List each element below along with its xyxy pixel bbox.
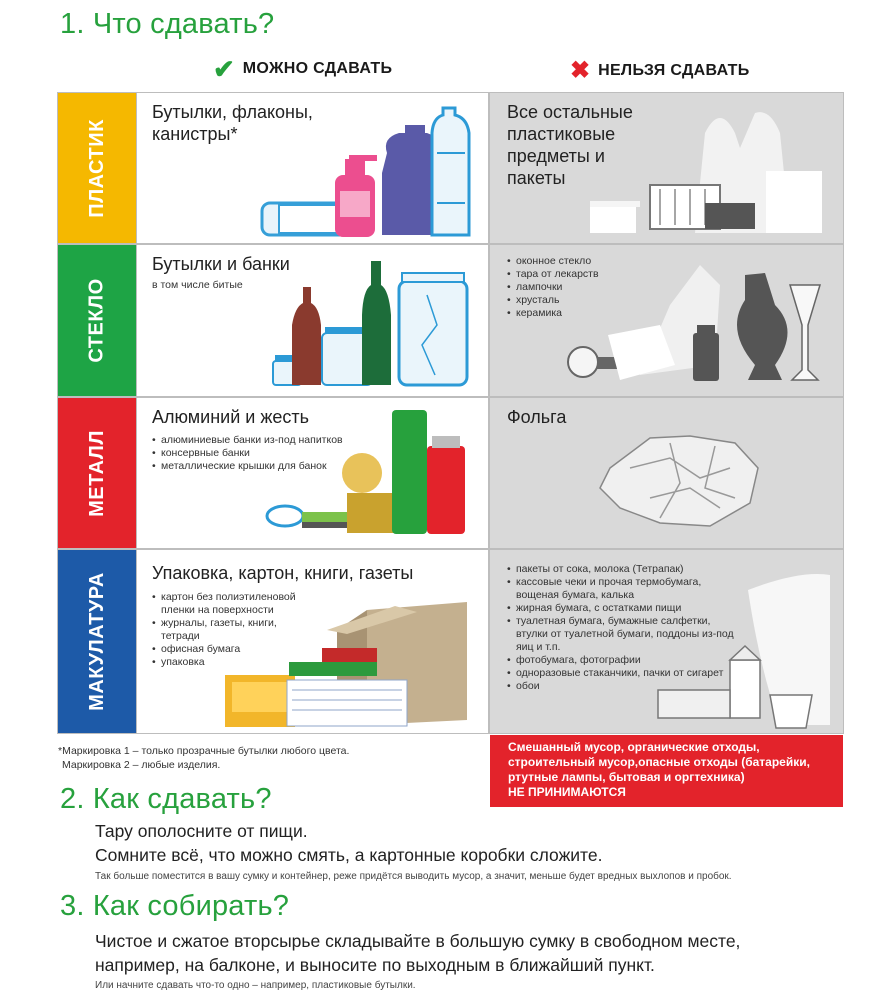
warning-text: Смешанный мусор, органические отходы, строительный мусор,опасные отходы (батарейки, ртутные лампы, бытовая и оргтехника) (508, 740, 810, 784)
list-item: • фотобумага, фотографии (507, 654, 739, 667)
footnote (58, 744, 349, 772)
how-note: Так больше поместится в вашу сумку и контейнер, реже придётся выводить мусор, а значит, меньше будет вредных выхлопов и пробок. (95, 871, 732, 882)
list-item: • лампочки (507, 281, 657, 294)
how-line-2: Сомните всё, что можно смять, а картонные коробки сложите. (95, 845, 603, 865)
cell-subtitle: в том числе битые (152, 279, 243, 291)
category-label: СТЕКЛО (85, 278, 108, 363)
category-metal (58, 398, 136, 548)
plastic-bottles-illustration (137, 93, 488, 243)
list-item: • оконное стекло (507, 255, 657, 268)
metal-allowed-cell (137, 398, 488, 548)
section-title-how: 2. Как сдавать? (60, 783, 272, 815)
category-glass (58, 245, 136, 396)
paper-items-illustration (490, 550, 843, 733)
how-line-1: Тару ополосните от пищи. (95, 821, 308, 841)
glass-forbidden-cell (490, 245, 843, 396)
footnote-line-1: *Маркировка 1 – только прозрачные бутылки любого цвета. (58, 745, 350, 757)
cell-title: Все остальные пластиковые предметы и пакеты (507, 102, 633, 188)
plastic-allowed-cell (137, 93, 488, 243)
list-item: • кассовые чеки и прочая термобумага, вощеная бумага, калька (507, 576, 739, 602)
plastic-forbidden-cell (490, 93, 843, 243)
checkmark-icon: ✔ (213, 54, 235, 84)
list-item: • упаковка (152, 656, 312, 669)
collect-note: Или начните сдавать что-то одно – например, пластиковые бутылки. (95, 980, 416, 991)
list-item: • обои (507, 680, 739, 693)
collect-line-1: Чистое и сжатое вторсырье складывайте в большую сумку в свободном месте, (95, 931, 741, 951)
list-item: • тара от лекарств (507, 268, 657, 281)
list-item: • алюминиевые банки из-под напитков (152, 434, 382, 447)
column-label-allowed: МОЖНО СДАВАТЬ (242, 60, 393, 77)
cell-title: Бутылки и банки (152, 254, 290, 274)
cell-title: Бутылки, флаконы, канистры* (152, 102, 313, 144)
column-label-forbidden: НЕЛЬЗЯ СДАВАТЬ (598, 62, 750, 79)
foil-ball-illustration (490, 398, 843, 548)
list-item: • консервные банки (152, 447, 382, 460)
metal-cans-illustration (137, 398, 488, 548)
cell-title: Упаковка, картон, книги, газеты (152, 563, 414, 583)
section-title-what: 1. Что сдавать? (60, 8, 275, 40)
list-item: • картон без полиэтиленовой пленки на поверхности (152, 591, 312, 617)
paper-cardboard-illustration (137, 550, 488, 733)
category-label: МЕТАЛЛ (85, 429, 108, 517)
paper-forbidden-cell (490, 550, 843, 733)
footnote-line-2: Маркировка 2 – любые изделия. (62, 759, 221, 771)
cell-title: Алюминий и жесть (152, 407, 310, 427)
category-label: МАКУЛАТУРА (85, 572, 108, 711)
list-item: • металлические крышки для банок (152, 460, 382, 473)
category-paper (58, 550, 136, 733)
list-item: • одноразовые стаканчики, пачки от сигарет (507, 667, 739, 680)
list-item: • жирная бумага, с остатками пищи (507, 602, 739, 615)
list-item: • офисная бумага (152, 643, 312, 656)
glass-allowed-cell (137, 245, 488, 396)
paper-allowed-cell (137, 550, 488, 733)
column-header-forbidden (570, 58, 750, 84)
list-item: • журналы, газеты, книги, тетради (152, 617, 312, 643)
not-accepted-warning (490, 735, 843, 807)
cross-icon: ✖ (570, 57, 591, 84)
column-header-allowed (213, 56, 392, 82)
category-label: ПЛАСТИК (85, 118, 108, 218)
warning-emphasis: НЕ ПРИНИМАЮТСЯ (508, 785, 626, 799)
section-title-collect: 3. Как собирать? (60, 890, 290, 922)
glass-bottles-illustration (137, 245, 488, 396)
plastic-items-illustration (490, 93, 843, 243)
list-item: • хрусталь (507, 294, 657, 307)
list-item: • туалетная бумага, бумажные салфетки, втулки от туалетной бумаги, поддоны из-под яиц и т.п. (507, 615, 739, 654)
list-item: • керамика (507, 307, 657, 320)
list-item: • пакеты от сока, молока (Тетрапак) (507, 563, 739, 576)
cell-title: Фольга (507, 407, 567, 427)
glass-items-illustration (490, 245, 843, 396)
collect-line-2: например, на балконе, и выносите по выходным в ближайший пункт. (95, 955, 655, 975)
category-plastic (58, 93, 136, 243)
metal-forbidden-cell (490, 398, 843, 548)
